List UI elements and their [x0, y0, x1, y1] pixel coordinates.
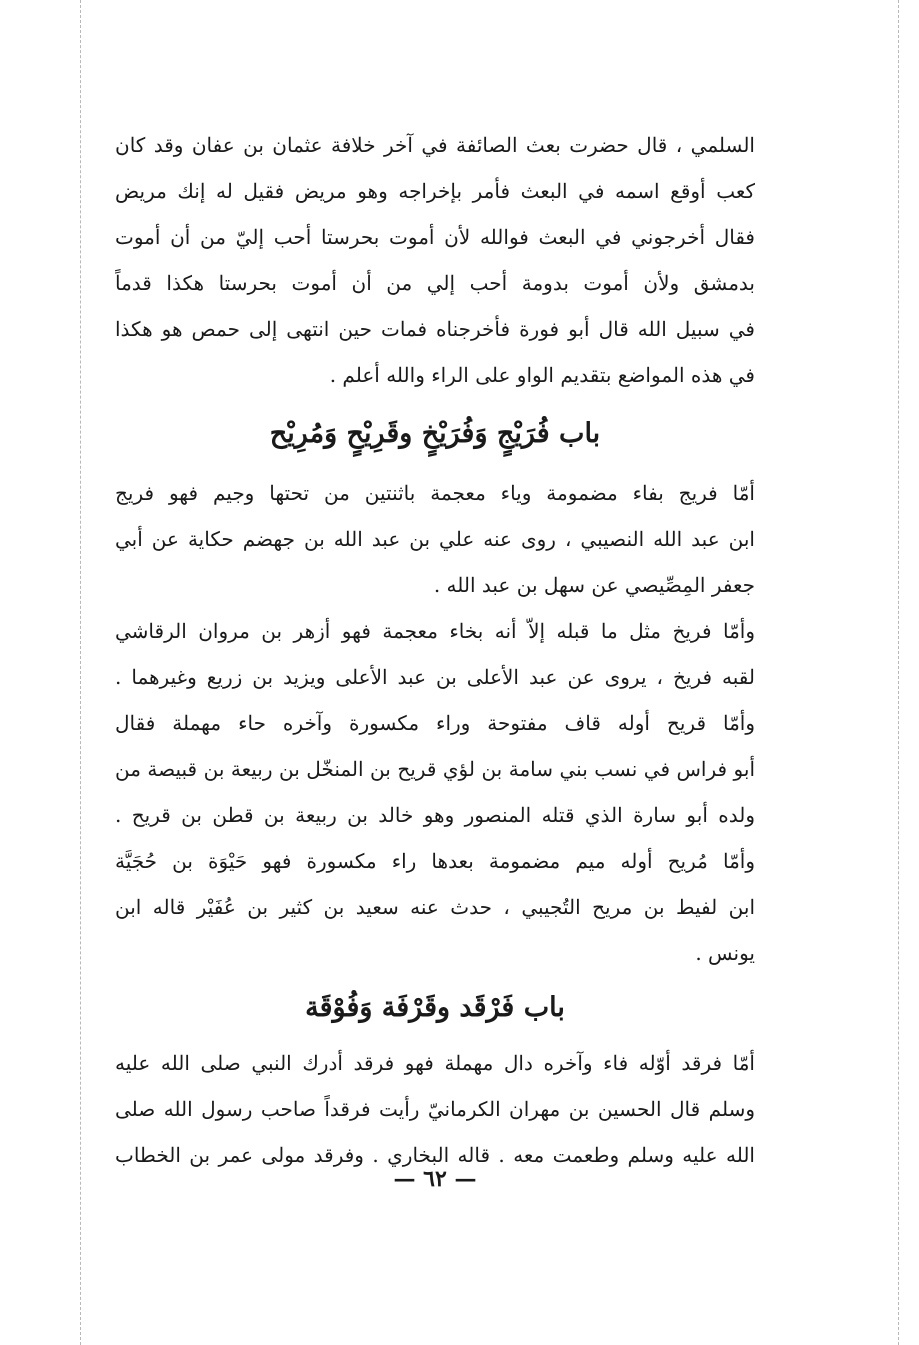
text-line: كعب أوقع اسمه في البعث فأمر بإخراجه وهو مريض فقيل له إنك مريض: [115, 179, 755, 203]
text-line: وسلم قال الحسين بن مهران الكرمانيّ رأيت فرقداً صاحب رسول الله صلى: [115, 1097, 755, 1121]
page-number: — ٦٢ —: [393, 1166, 477, 1192]
page-body: [115, 122, 755, 1178]
section-heading-2: باب فَرْقَد وقَرْفَة وَفُوْقَة: [305, 992, 565, 1023]
text-line: ابن لفيط بن مريح التُجيبي ، حدث عنه سعيد بن كثير بن عُفَيْر قاله ابن: [115, 895, 755, 919]
text-line: وأمّا مُريح أوله ميم مضمومة بعدها راء مكسورة فهو حَيْوَة بن حُجَيَّة: [115, 849, 755, 873]
section-2: [115, 470, 755, 976]
section-1: [115, 122, 755, 398]
text-line: فقال أخرجوني في البعث فوالله لأن أموت بحرستا أحب إليّ من أن أموت: [115, 225, 755, 249]
text-line: وأمّا قريح أوله قاف مفتوحة وراء مكسورة وآخره حاء مهملة فقال: [115, 711, 755, 735]
text-line: الله عليه وسلم وطعمت معه . قاله البخاري . وفرقد مولى عمر بن الخطاب: [115, 1143, 755, 1167]
text-line: السلمي ، قال حضرت بعث الصائفة في آخر خلافة عثمان بن عفان وقد كان: [115, 133, 755, 157]
text-line: ابن عبد الله النصيبي ، روى عنه علي بن عبد الله بن جهضم حكاية عن أبي: [115, 527, 755, 551]
text-line: أمّا فرقد أوّله فاء وآخره دال مهملة فهو فرقد أدرك النبي صلى الله عليه: [115, 1051, 755, 1075]
text-line: ولده أبو سارة الذي قتله المنصور وهو خالد بن ربيعة بن قطن بن قريح .: [115, 803, 755, 827]
text-line: وأمّا فريخ مثل ما قبله إلاّ أنه بخاء معجمة فهو أزهر بن مروان الرقاشي: [115, 619, 755, 643]
text-line: أمّا فريج بفاء مضمومة وياء معجمة باثنتين من تحتها وجيم فهو فريج: [115, 481, 755, 505]
text-line: لقبه فريخ ، يروى عن عبد الأعلى بن عبد الأعلى ويزيد بن زريع وغيرهما .: [115, 665, 755, 689]
text-line: في هذه المواضع بتقديم الواو على الراء والله أعلم .: [329, 363, 755, 387]
section-heading-1: باب فُرَيْجٍ وَفُرَيْخٍ وقَرِيْحٍ وَمُرِيْح: [269, 418, 601, 449]
section-3: [115, 1040, 755, 1178]
text-line: بدمشق ولأن أموت بدومة أحب إلي من أن أموت بحرستا هكذا قدماً: [115, 271, 755, 295]
text-line: جعفر المِصِّيصي عن سهل بن عبد الله .: [433, 573, 755, 597]
text-line: يونس .: [695, 941, 755, 965]
text-line: أبو فراس في نسب بني سامة بن لؤي قريح بن المنخّل بن ربيعة بن قبيصة من: [115, 757, 755, 781]
left-margin-rule: [80, 0, 81, 1345]
right-margin-rule: [898, 0, 899, 1345]
text-line: في سبيل الله قال أبو فورة فأخرجناه فمات حين انتهى إلى حمص هو هكذا: [115, 317, 755, 341]
